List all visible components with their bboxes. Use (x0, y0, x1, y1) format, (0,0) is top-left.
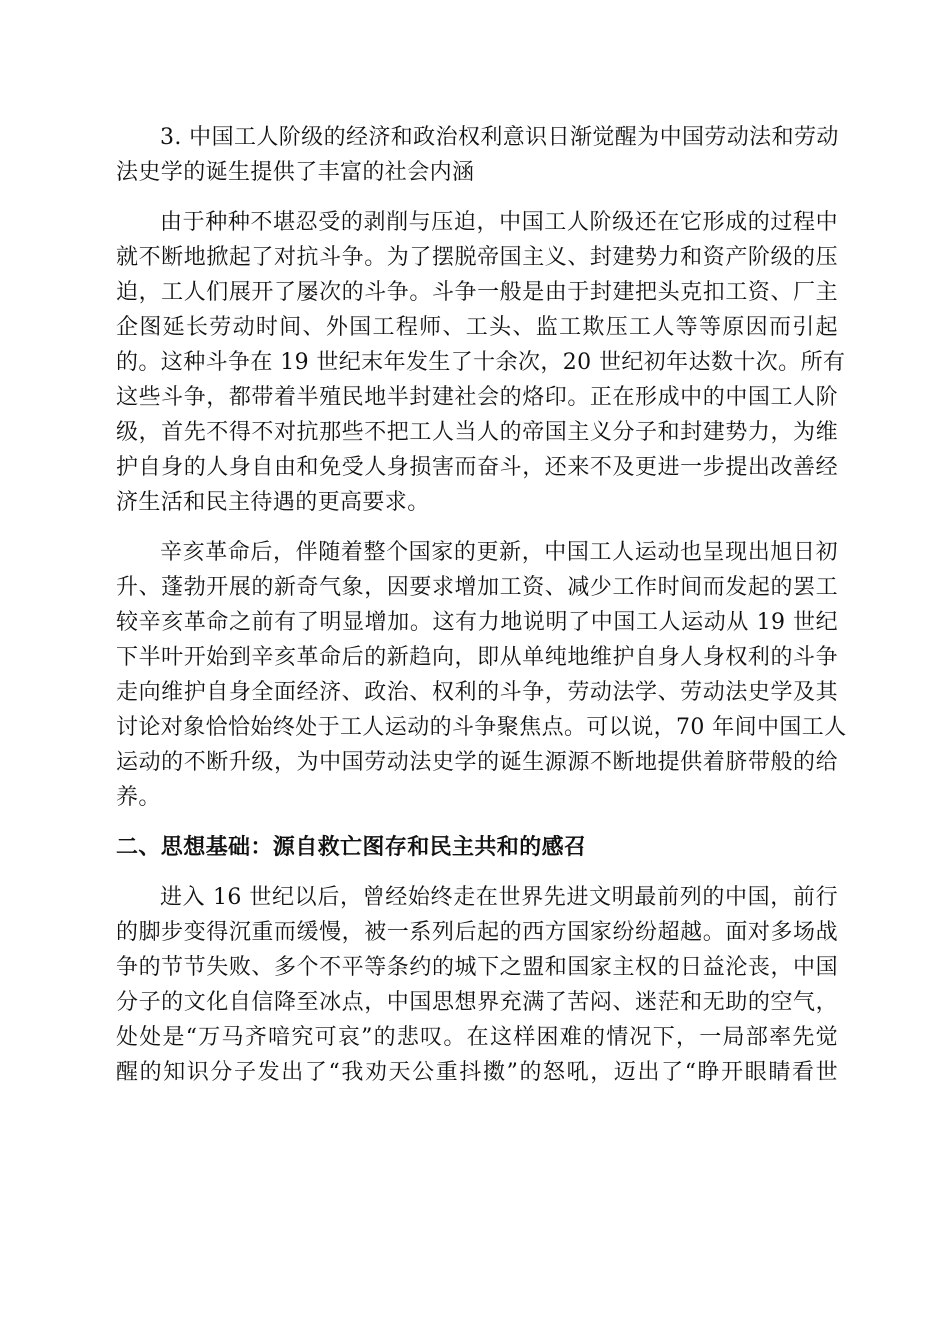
section-heading: 二、思想基础：源自救亡图存和民主共和的感召 (116, 835, 587, 860)
para3-line-3: 争的节节失败、多个不平等条约的城下之盟和国家主权的日益沦丧，中国 (116, 955, 838, 980)
para2-line-1: 辛亥革命后，伴随着整个国家的更新，中国工人运动也呈现出旭日初 (160, 540, 838, 565)
para3-line-2: 的脚步变得沉重而缓慢，被一系列后起的西方国家纷纷超越。面对多场战 (116, 920, 838, 945)
para2-line-4: 下半叶开始到辛亥革命后的新趋向，即从单纯地维护自身人身权利的斗争 (116, 645, 838, 670)
para1-line-2: 就不断地掀起了对抗斗争。为了摆脱帝国主义、封建势力和资产阶级的压 (116, 245, 838, 270)
para3-line-6: 醒的知识分子发出了“我劝天公重抖擞”的怒吼，迈出了“睁开眼睛看世 (116, 1060, 838, 1085)
para3-line-1: 进入 16 世纪以后，曾经始终走在世界先进文明最前列的中国，前行 (160, 885, 838, 910)
para1-line-6: 这些斗争，都带着半殖民地半封建社会的烙印。正在形成中的中国工人阶 (116, 385, 838, 410)
para1-line-7: 级，首先不得不对抗那些不把工人当人的帝国主义分子和封建势力，为维 (116, 420, 838, 445)
subsection-title-line-2: 法史学的诞生提供了丰富的社会内涵 (116, 160, 475, 185)
para1-line-5: 的。这种斗争在 19 世纪末年发生了十余次，20 世纪初年达数十次。所有 (116, 350, 846, 375)
subsection-title-line-1: 3. 中国工人阶级的经济和政治权利意识日渐觉醒为中国劳动法和劳动 (160, 125, 839, 150)
para1-line-8: 护自身的人身自由和免受人身损害而奋斗，还来不及更进一步提出改善经 (116, 455, 838, 480)
para2-line-3: 较辛亥革命之前有了明显增加。这有力地说明了中国工人运动从 19 世纪 (116, 610, 838, 635)
para2-line-6: 讨论对象恰恰始终处于工人运动的斗争聚焦点。可以说，70 年间中国工人 (116, 715, 847, 740)
para1-line-9: 济生活和民主待遇的更高要求。 (116, 490, 430, 515)
para2-line-2: 升、蓬勃开展的新奇气象，因要求增加工资、减少工作时间而发起的罢工 (116, 575, 838, 600)
para2-line-7: 运动的不断升级，为中国劳动法史学的诞生源源不断地提供着脐带般的给 (116, 750, 838, 775)
para1-line-1: 由于种种不堪忍受的剥削与压迫，中国工人阶级还在它形成的过程中 (160, 210, 838, 235)
para1-line-4: 企图延长劳动时间、外国工程师、工头、监工欺压工人等等原因而引起 (116, 315, 838, 340)
para3-line-4: 分子的文化自信降至冰点，中国思想界充满了苦闷、迷茫和无助的空气， (116, 990, 838, 1015)
para1-line-3: 迫，工人们展开了屡次的斗争。斗争一般是由于封建把头克扣工资、厂主 (116, 280, 838, 305)
para3-line-5: 处处是“万马齐喑究可哀”的悲叹。在这样困难的情况下，一局部率先觉 (116, 1025, 838, 1050)
para2-line-5: 走向维护自身全面经济、政治、权利的斗争，劳动法学、劳动法史学及其 (116, 680, 838, 705)
para2-line-8: 养。 (116, 785, 161, 810)
